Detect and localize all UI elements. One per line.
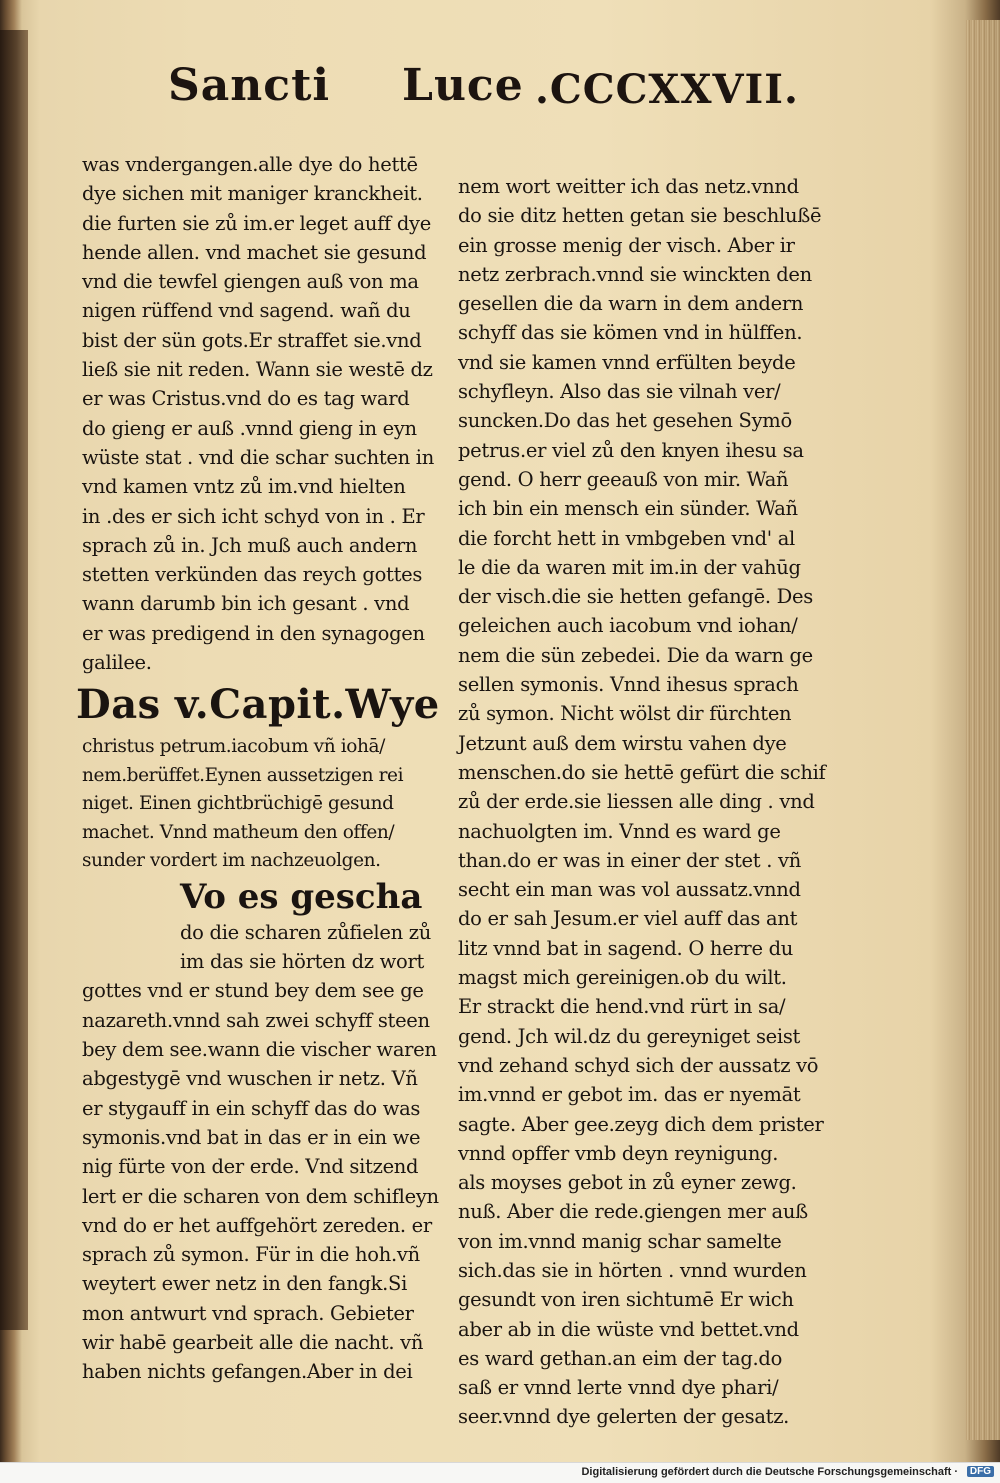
previous-page-edge [0,30,28,1330]
text-line: do gieng er auß .vnnd gieng in eyn [82,416,417,440]
text-line: le die da waren mit im.in der vahūg [458,555,801,579]
text-line: weytert ewer netz in den fangk.Si [82,1272,408,1296]
text-line: symonis.vnd bat in das er in ein we [82,1125,421,1149]
text-line: wann darumb bin ich gesant . vnd [82,592,410,616]
dfg-logo: DFG [967,1466,994,1477]
text-line: der visch.die sie hetten gefangē. Des [458,585,813,609]
text-line: menschen.do sie hettē gefürt die schif [458,760,826,784]
text-line: vnd die tewfel giengen auß von ma [82,270,419,294]
text-line: im.vnnd er gebot im. das er nyemāt [458,1083,801,1107]
text-line: nem.berüffet.Eynen aussetzigen rei [82,764,404,786]
running-header [150,60,799,130]
text-line: dye sichen mit maniger kranckheit. [82,182,423,206]
right-lines [458,172,826,1432]
text-line: nazareth.vnnd sah zwei schyff steen [82,1008,430,1032]
text-line: ich bin ein mensch ein sünder. Wañ [458,497,798,521]
chapter-summary [82,733,422,876]
text-line: netz zerbrach.vnnd sie winckten den [458,262,812,286]
text-line: suncken.Do das het gesehen Symō [458,409,792,433]
text-line: hende allen. vnd machet sie gesund [82,240,427,264]
text-line: Jetzunt auß dem wirstu vahen dye [458,731,787,755]
header-middle: Luce [402,60,524,111]
text-line: vnd sie kamen vnnd erfülten beyde [458,350,796,374]
initial-line: Vo es gescha [180,876,423,917]
text-line: niget. Einen gichtbrüchigē gesund [82,793,394,815]
text-line: schyff das sie kömen vnd in hülffen. [458,321,803,345]
text-line: sich.das sie in hörten . vnnd wurden [458,1258,807,1282]
text-line: zů der erde.sie liessen alle ding . vnd [458,790,815,814]
text-line: do er sah Jesum.er viel auff das ant [458,907,798,931]
text-line: vnd zehand schyd sich der aussatz vō [458,1053,819,1077]
right-text-column [458,172,826,1432]
text-line: gottes vnd er stund bey dem see ge [82,979,424,1003]
text-line: Er strackt die hend.vnd rürt in sa/ [458,995,786,1019]
text-line: vnd kamen vntz zů im.vnd hielten [82,475,406,499]
text-line: die forcht hett in vmbgeben vnd' al [458,526,795,550]
text-line: geleichen auch iacobum vnd iohan/ [458,614,798,638]
text-line: von im.vnnd manig schar samelte [458,1229,782,1253]
text-line: machet. Vnnd matheum den offen/ [82,821,395,843]
text-line: es ward gethan.an eim der tag.do [458,1346,783,1370]
text-line: wir habē gearbeit alle die nacht. vñ [82,1331,424,1354]
text-line: magst mich gereinigen.ob du wilt. [458,966,787,990]
text-line: bey dem see.wann die vischer waren [82,1038,437,1062]
text-line: aber ab in die wüste vnd bettet.vnd [458,1317,799,1341]
text-line: nuß. Aber die rede.giengen mer auß [458,1200,808,1224]
text-line: im das sie hörten dz wort [180,950,425,974]
footer-bar [0,1462,1000,1483]
text-line: sagte. Aber gee.zeyg dich dem prister [458,1112,824,1136]
left-bottom-lines [82,976,439,1386]
indented-lines [82,918,432,977]
text-line: nachuolgten im. Vnnd es ward ge [458,819,781,843]
text-line: nig fürte von der erde. Vnd sitzend [82,1155,419,1179]
text-line: nigen rüffend vnd sagend. wañ du [82,299,411,323]
text-line: haben nichts gefangen.Aber in dei [82,1360,413,1384]
text-line: ein grosse menig der visch. Aber ir [458,233,795,257]
text-line: secht ein man was vol aussatz.vnnd [458,878,801,902]
text-line: nem wort weitter ich das netz.vnnd [458,175,799,198]
text-line: gesellen die da warn in dem andern [458,292,804,316]
left-top-lines [82,150,434,677]
text-line: vnnd opffer vmb deyn reynigung. [458,1141,779,1165]
page-stack-edge [966,20,1000,1440]
text-line: do die scharen zůfielen zů [180,920,432,944]
text-line: er was Cristus.vnd do es tag ward [82,387,410,411]
text-line: er stygauff in ein schyff das do was [82,1096,421,1120]
text-line: als moyses gebot in zů eyner zewg. [458,1171,797,1195]
text-line: sellen symonis. Vnnd ihesus sprach [458,673,799,697]
text-line: nem die sün zebedei. Die da warn ge [458,643,813,667]
text-line: gend. O herr geeauß von mir. Wañ [458,467,789,491]
folio-number: .CCCXXVII. [535,66,799,113]
chapter-title: Das v.Capit.Wye [76,681,440,729]
text-line: in .des er sich icht schyd von in . Er [82,504,425,528]
text-line: er was predigend in den synagogen [82,621,425,645]
text-line: wüste stat . vnd die schar suchten in [82,445,434,469]
text-line: mon antwurt vnd sprach. Gebieter [82,1301,414,1325]
text-line: christus petrum.iacobum vñ iohā/ [82,736,385,758]
text-line: gend. Jch wil.dz du gereyniget seist [458,1024,801,1048]
text-line: galilee. [82,651,152,675]
text-line: sunder vordert im nachzeuolgen. [82,850,381,872]
text-line: stetten verkünden das reych gottes [82,563,423,587]
text-line: sprach zů in. Jch muß auch andern [82,533,418,557]
text-line: saß er vnnd lerte vnnd dye phari/ [458,1376,779,1400]
text-line: zů symon. Nicht wölst dir fürchten [458,702,792,726]
text-line: petrus.er viel zů den knyen ihesu sa [458,438,804,462]
text-line: vnd do er het auffgehört zereden. er [82,1213,432,1237]
text-line: seer.vnnd dye gelerten der gesatz. [458,1405,790,1429]
text-line: sprach zů symon. Für in die hoh.vñ [82,1243,420,1267]
text-line: schyfleyn. Also das sie vilnah ver/ [458,380,781,404]
text-line: litz vnnd bat in sagend. O herre du [458,936,794,960]
footer-text: Digitalisierung gefördert durch die Deutsche Forschungsgemeinschaft · [581,1466,958,1478]
text-line: than.do er was in einer der stet . vñ [458,848,802,872]
text-line: was vndergangen.alle dye do hettē [82,153,418,176]
left-text-column [76,150,440,1387]
text-line: lert er die scharen von dem schifleyn [82,1184,439,1208]
text-line: gesundt von iren sichtumē Er wich [458,1288,794,1312]
text-line: do sie ditz hetten getan sie beschlußē [458,204,822,228]
text-line: bist der sün gots.Er straffet sie.vnd [82,328,422,352]
text-line: ließ sie nit reden. Wann sie westē dz [82,358,433,382]
text-line: abgestygē vnd wuschen ir netz. Vñ [82,1067,418,1091]
text-line: die furten sie zů im.er leget auff dye [82,211,431,235]
header-left: Sancti [168,60,331,111]
